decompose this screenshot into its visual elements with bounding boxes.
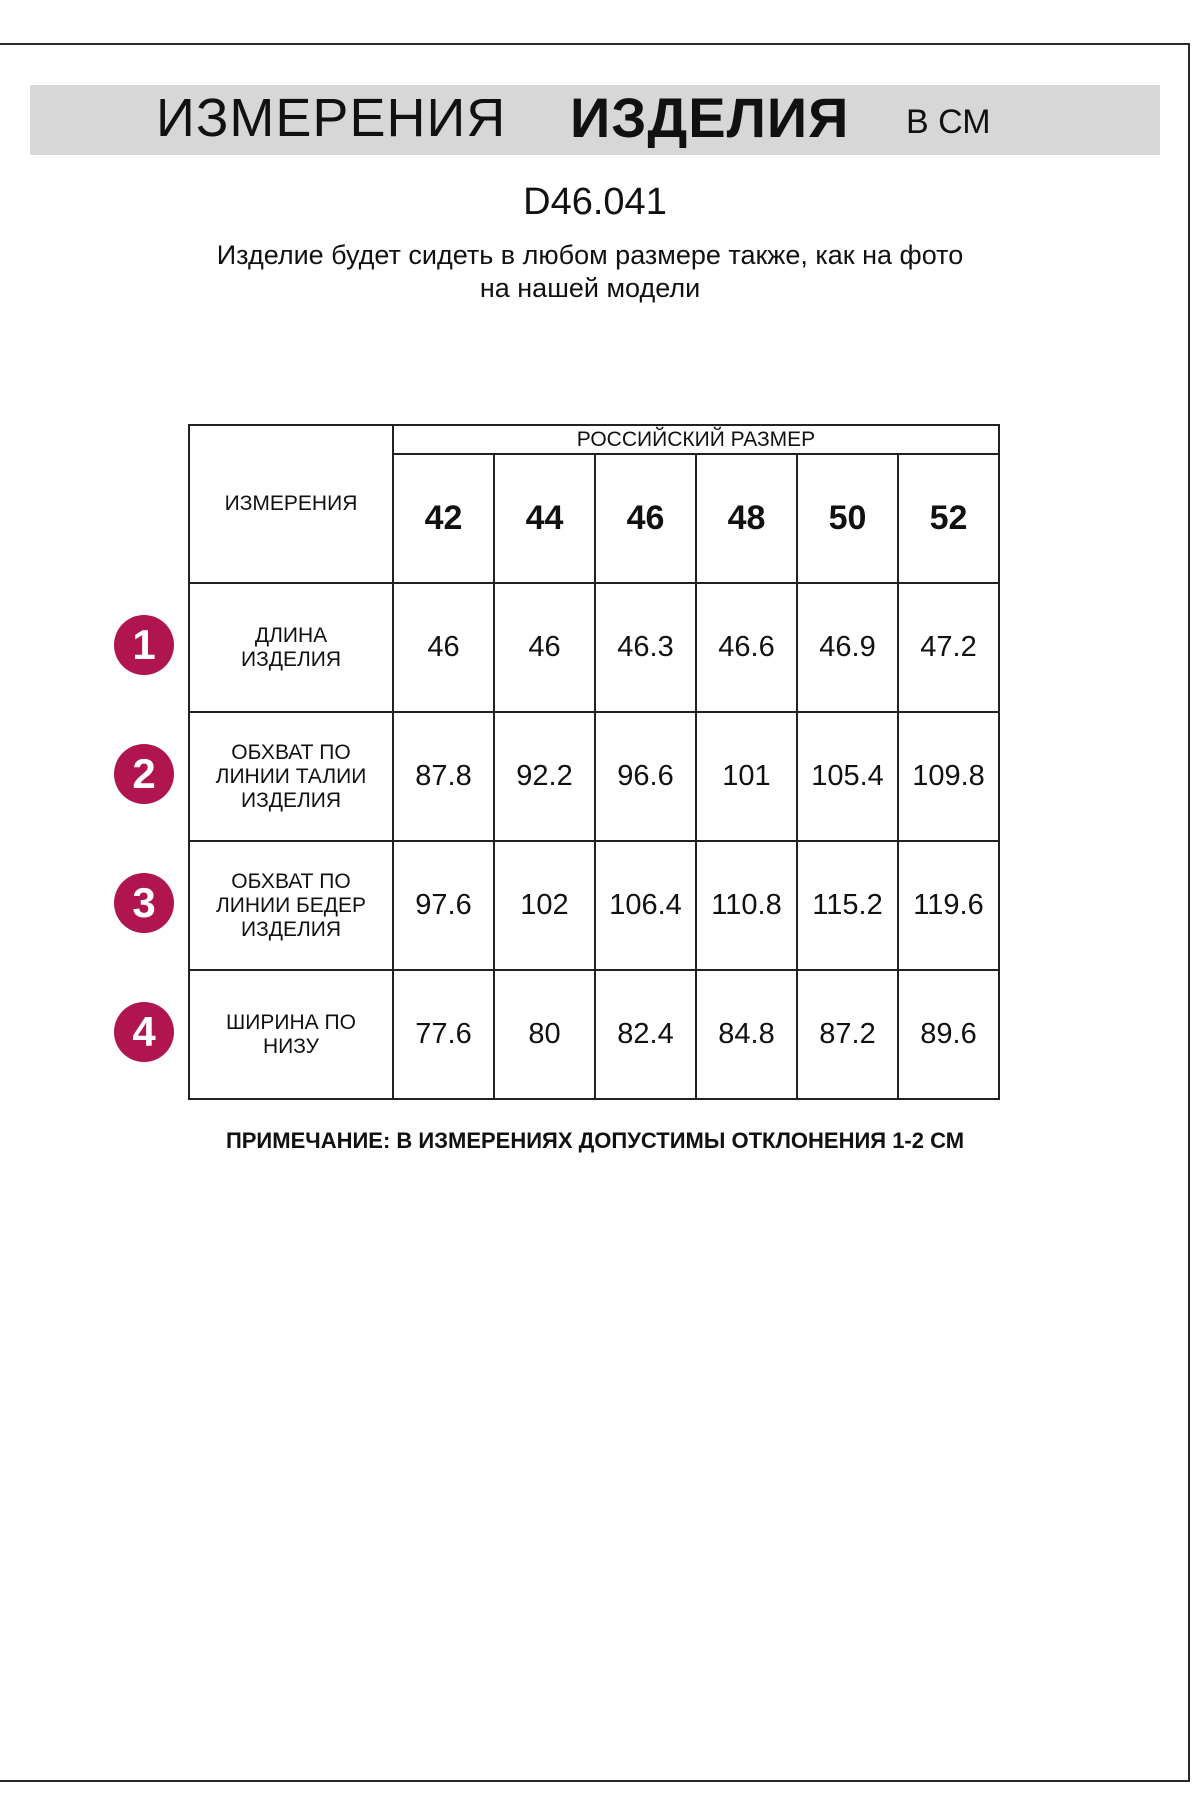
table-cell: 89.6 <box>898 970 999 1099</box>
table-cell: 46.9 <box>797 583 898 712</box>
table-cell: 46.6 <box>696 583 797 712</box>
title-word-measurements: ИЗМЕРЕНИЯ <box>156 88 507 148</box>
title-word-product: ИЗДЕЛИЯ <box>570 86 850 149</box>
table-cell: 46.3 <box>595 583 696 712</box>
tolerance-note: ПРИМЕЧАНИЕ: В ИЗМЕРЕНИЯХ ДОПУСТИМЫ ОТКЛОНЕНИЯ 1-2 СМ <box>225 1128 965 1153</box>
table-cell: 87.2 <box>797 970 898 1099</box>
fit-note-line-2: на нашей модели <box>479 273 701 303</box>
table-row <box>189 583 999 712</box>
row-number-badge: 2 <box>114 744 174 804</box>
measurements-header: ИЗМЕРЕНИЯ <box>189 425 393 583</box>
row-label-text: ОБХВАТ ПО ЛИНИИ ТАЛИИ ИЗДЕЛИЯ <box>215 740 367 812</box>
product-code: D46.041 <box>523 181 667 223</box>
table-cell: 115.2 <box>797 841 898 970</box>
size-header: 44 <box>494 454 595 583</box>
table-cell: 46 <box>393 583 494 712</box>
row-label <box>189 712 393 841</box>
row-number-badge: 1 <box>114 615 174 675</box>
row-label <box>189 841 393 970</box>
title-unit: В СМ <box>906 103 991 141</box>
table-cell: 106.4 <box>595 841 696 970</box>
row-label <box>189 583 393 712</box>
table-cell: 102 <box>494 841 595 970</box>
row-number-badge: 4 <box>114 1002 174 1062</box>
table-cell: 80 <box>494 970 595 1099</box>
fit-note-line-1: Изделие будет сидеть в любом размере также, как на фото <box>216 240 964 270</box>
table-cell: 77.6 <box>393 970 494 1099</box>
table-cell: 119.6 <box>898 841 999 970</box>
size-header: 46 <box>595 454 696 583</box>
size-header: 48 <box>696 454 797 583</box>
table-cell: 97.6 <box>393 841 494 970</box>
table-row <box>189 970 999 1099</box>
table-cell: 96.6 <box>595 712 696 841</box>
table-row <box>189 841 999 970</box>
row-label-text: ШИРИНА ПО НИЗУ <box>226 1010 356 1058</box>
row-number-badge: 3 <box>114 873 174 933</box>
table-cell: 105.4 <box>797 712 898 841</box>
table-cell: 87.8 <box>393 712 494 841</box>
table-cell: 84.8 <box>696 970 797 1099</box>
row-label <box>189 970 393 1099</box>
fit-note <box>190 239 990 305</box>
table-cell: 110.8 <box>696 841 797 970</box>
size-header: 50 <box>797 454 898 583</box>
title-banner <box>30 85 1160 155</box>
size-header: 42 <box>393 454 494 583</box>
table-cell: 46 <box>494 583 595 712</box>
size-header: 52 <box>898 454 999 583</box>
table-cell: 109.8 <box>898 712 999 841</box>
table-row <box>189 712 999 841</box>
table-cell: 47.2 <box>898 583 999 712</box>
size-group-header: РОССИЙСКИЙ РАЗМЕР <box>393 425 999 454</box>
row-label-text: ОБХВАТ ПО ЛИНИИ БЕДЕР ИЗДЕЛИЯ <box>215 869 367 941</box>
table-cell: 82.4 <box>595 970 696 1099</box>
row-label-text: ДЛИНА ИЗДЕЛИЯ <box>240 623 342 671</box>
table-cell: 101 <box>696 712 797 841</box>
table-header-row <box>189 425 999 454</box>
size-table <box>188 424 1000 1100</box>
table-cell: 92.2 <box>494 712 595 841</box>
